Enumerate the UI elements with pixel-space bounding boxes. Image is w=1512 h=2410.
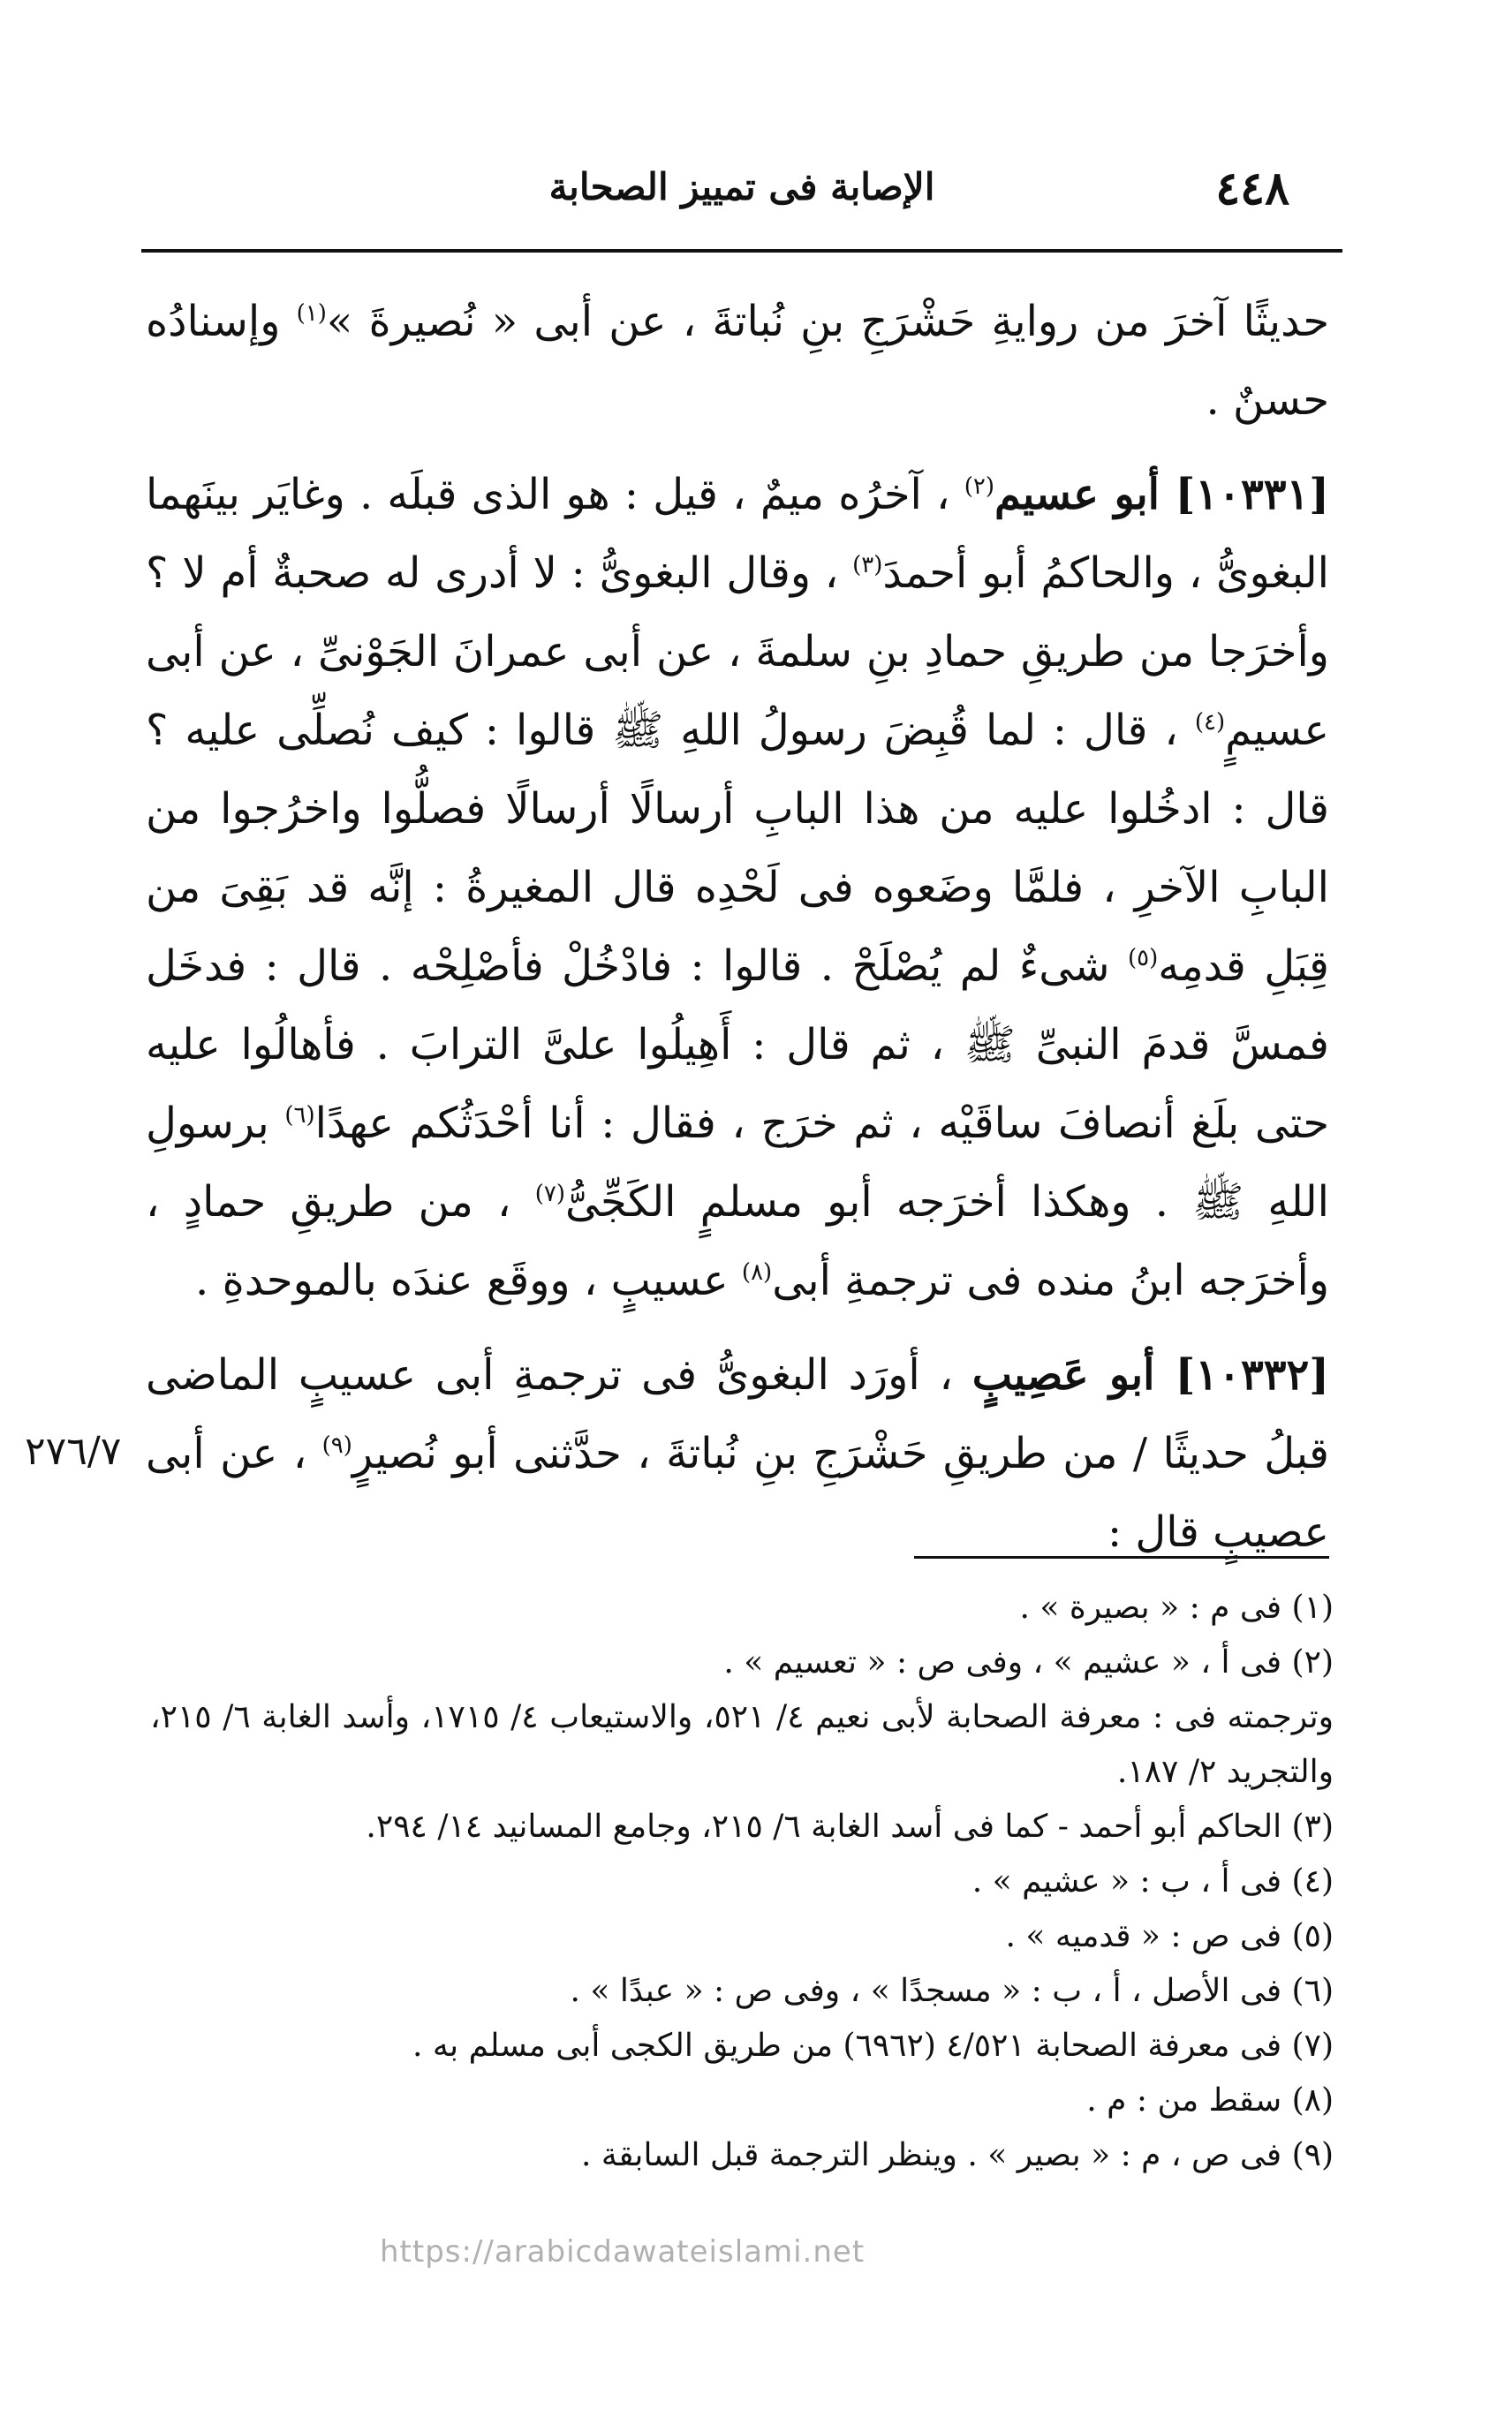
text-segment: ، عن أبى عصيبٍ قال : xyxy=(146,1429,1329,1557)
footnote-ref-5: (٥) xyxy=(1127,945,1159,971)
footnote-ref-3: (٣) xyxy=(852,552,883,578)
text-segment: ، أورَد البغوىُّ فى ترجمةِ أبى عسيبٍ الماضى قبلُ حديثًا / من طريقِ حَشْرَجِ بنِ نُباتةَ ، حدَّثنى أبو نُصيرٍ xyxy=(146,1350,1330,1478)
footnote-ref-4: (٤) xyxy=(1194,709,1226,736)
entry-10331 xyxy=(146,456,1329,1320)
footnote-2: (٢) فى أ ، « عشيم » ، وفى ص : « تعسيم » . xyxy=(723,1644,1334,1681)
watermark-url: https://arabicdawateislami.net xyxy=(380,2234,866,2270)
footnote-3: (٣) الحاكم أبو أحمد - كما فى أسد الغابة ٦/ ٢١٥، وجامع المسانيد ١٤/ ٢٩٤. xyxy=(366,1809,1334,1845)
entry-number: [١٠٣٣١] xyxy=(1175,470,1329,519)
footnote-ref-1: (١) xyxy=(296,300,327,327)
entry-name: أبو عسيم xyxy=(994,470,1176,519)
footnote-5: (٥) فى ص : « قدميه » . xyxy=(1005,1918,1334,1954)
text-segment: شىءٌ لم يُصْلَحْ . قالوا : فادْخُلْ فأصْلِحْه . قال : فدخَل فمسَّ قدمَ النبىِّ ﷺ ، ثم قال : أَهِيلُوا علىَّ الترابَ . فأهالُوا عليه حتى بلَغ أنصافَ ساقَيْه ، ثم خرَج ، فقال : أنا أحْدَثُكم عهدًا xyxy=(146,941,1329,1148)
text-segment: برسولِ اللهِ ﷺ . وهكذا أخرَجه أبو مسلمٍ الكَجِّىُّ xyxy=(146,1099,1329,1227)
footnote-4: (٤) فى أ ، ب : « عشيم » . xyxy=(971,1863,1334,1900)
text-segment: وإسنادُه حسنٌ . xyxy=(146,297,1329,425)
footnote-1: (١) فى م : « بصيرة » . xyxy=(1019,1590,1334,1626)
footnote-2-continued: وترجمته فى : معرفة الصحابة لأبى نعيم ٤/ ٥٢١، والاستيعاب ٤/ ١٧١٥، وأسد الغابة ٦/ ٢١٥، والتجريد ٢/ ١٨٧. xyxy=(150,1699,1334,1790)
entry-number: [١٠٣٣٢] xyxy=(1175,1350,1330,1400)
footnote-9: (٩) فى ص ، م : « بصير » . وينظر الترجمة قبل السابقة . xyxy=(581,2137,1334,2173)
margin-volume-page-ref: ٢٧٦/٧ xyxy=(25,1429,122,1474)
text-segment: ، من طريقِ حمادٍ ، وأخرَجه ابنُ منده فى ترجمةِ أبى xyxy=(146,1177,1329,1305)
text-segment: ، آخرُه ميمٌ ، قيل : هو الذى قبلَه . وغايَر بينَهما البغوىُّ ، والحاكمُ أبو أحمدَ xyxy=(146,470,1330,598)
footnote-8: (٨) سقط من : م . xyxy=(1086,2082,1334,2119)
footnote-7: (٧) فى معرفة الصحابة ٤/٥٢١ (٦٩٦٢) من طريق الكجى أبى مسلم به . xyxy=(412,2028,1334,2064)
footnote-6: (٦) فى الأصل ، أ ، ب : « مسجدًا » ، وفى ص : « عبدًا » . xyxy=(570,1973,1334,2009)
book-title: الإصابة فى تمييز الصحابة xyxy=(548,165,935,208)
entry-10332 xyxy=(146,1336,1329,1572)
footnote-ref-6: (٦) xyxy=(284,1102,315,1129)
footnote-rule xyxy=(914,1556,1329,1559)
text-segment: عسيبٍ ، ووقَع عندَه بالموحدةِ . xyxy=(195,1256,742,1305)
text-segment: ، وقال البغوىُّ : لا أدرى له صحبةٌ أم لا ؟ وأخرَجا من طريقِ حمادِ بنِ سلمةَ ، عن أبى عمرانَ الجَوْنىِّ ، عن أبى عسيمٍ xyxy=(146,548,1329,755)
text-segment: حديثًا آخرَ من روايةِ حَشْرَجِ بنِ نُباتةَ ، عن أبى « نُصيرةَ » xyxy=(326,297,1330,346)
entry-name: أبو عَصِيبٍ xyxy=(971,1350,1176,1400)
footnote-ref-7: (٧) xyxy=(534,1181,566,1207)
footnote-ref-2: (٢) xyxy=(964,473,994,500)
footnote-ref-9: (٩) xyxy=(321,1432,352,1459)
main-text xyxy=(146,283,1329,1588)
running-header xyxy=(141,155,1342,234)
header-rule xyxy=(141,249,1342,253)
page-number: ٤٤٨ xyxy=(1215,162,1289,215)
footnotes xyxy=(150,1581,1334,2183)
paragraph-1 xyxy=(146,283,1329,440)
text-segment: ، قال : لما قُبِضَ رسولُ اللهِ ﷺ قالوا : كيف نُصلِّى عليه ؟ قال : ادخُلوا عليه من هذا البابِ أرسالًا أرسالًا فصلُّوا واخرُجوا من البابِ الآخرِ ، فلمَّا وضَعوه فى لَحْدِه قال المغيرةُ : إنَّه قد بَقِىَ من قِبَلِ قدمِه xyxy=(146,706,1330,991)
footnote-ref-8: (٨) xyxy=(741,1259,773,1286)
